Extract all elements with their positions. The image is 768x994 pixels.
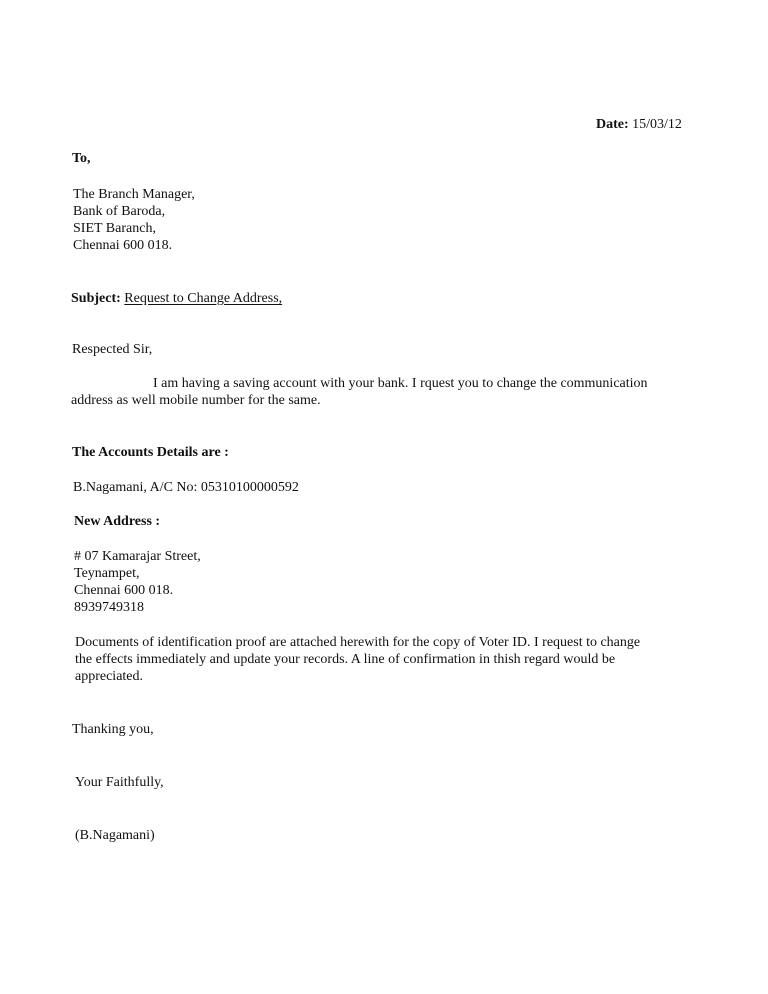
subject-text: Request to Change Address, xyxy=(124,291,283,306)
accounts-heading: The Accounts Details are : xyxy=(72,445,229,460)
documents-line: appreciated. xyxy=(75,669,144,684)
recipient-line: The Branch Manager, xyxy=(73,187,195,202)
address-line: Chennai 600 018. xyxy=(74,583,174,598)
body-line: I am having a saving account with your bank. I rquest you to change the communication xyxy=(153,376,648,391)
subject-line xyxy=(71,290,282,307)
new-address xyxy=(74,548,201,616)
new-address-heading: New Address : xyxy=(74,514,161,529)
documents-paragraph xyxy=(75,634,640,685)
recipient-line: Chennai 600 018. xyxy=(73,238,173,253)
signature-name: (B.Nagamani) xyxy=(75,828,155,843)
date-value: 15/03/12 xyxy=(632,117,682,132)
address-line: Teynampet, xyxy=(74,566,140,581)
to-label: To, xyxy=(72,151,91,166)
date-line xyxy=(596,116,682,133)
closing-line: Your Faithfully, xyxy=(75,775,164,790)
subject-label: Subject: xyxy=(71,291,121,306)
body-paragraph xyxy=(71,375,711,409)
recipient-address xyxy=(73,186,195,254)
date-label: Date: xyxy=(596,117,629,132)
account-details: B.Nagamani, A/C No: 05310100000592 xyxy=(73,480,299,495)
phone-number: 8939749318 xyxy=(74,600,144,615)
recipient-line: Bank of Baroda, xyxy=(73,204,166,219)
salutation: Respected Sir, xyxy=(72,342,153,357)
thanks-line: Thanking you, xyxy=(72,722,154,737)
documents-line: the effects immediately and update your records. A line of confirmation in thish regard would be xyxy=(75,652,616,667)
address-line: # 07 Kamarajar Street, xyxy=(74,549,201,564)
documents-line: Documents of identification proof are attached herewith for the copy of Voter ID. I request to change xyxy=(75,635,641,650)
body-line: address as well mobile number for the same. xyxy=(71,393,321,408)
recipient-line: SIET Baranch, xyxy=(73,221,156,236)
